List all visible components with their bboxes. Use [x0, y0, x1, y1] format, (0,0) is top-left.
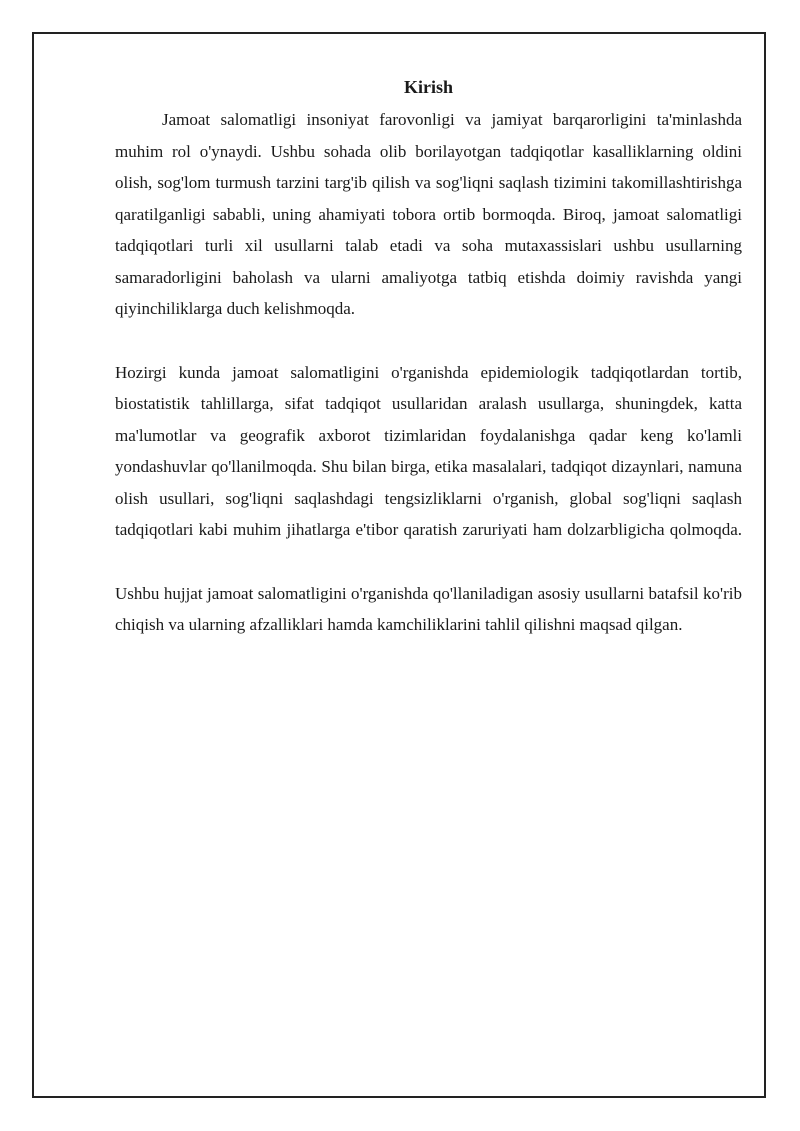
paragraph-purpose: Ushbu hujjat jamoat salomatligini o'rganishda qo'llaniladigan asosiy usullarni batafsil ko'rib chiqish va ularning afzalliklari hamda kamchiliklarini tahlil qilishni maqsad qilgan.: [115, 583, 742, 634]
paragraph-intro: Jamoat salomatligi insoniyat farovonligi va jamiyat barqarorligini ta'minlashda muhim rol o'ynaydi. Ushbu sohada olib borilayotgan tadqiqotlar kasalliklarning oldini olish, sog'lom turmush tarzini targ'ib qilish va sog'liqni saqlash tizimini takomillashtirishga qaratilganligi sababli, uning ahamiyati tobora ortib bormoqda. Biroq, jamoat salomatligi tadqiqotlari turli xil usullarni talab etadi va soha mutaxassislari ushbu usullarning samaradorligini baholash va ularni amaliyotga tatbiq etishda doimiy ravishda yangi qiyinchiliklarga duch kelishmoqda.: [115, 110, 742, 318]
section-title: Kirish: [403, 77, 453, 97]
document-body: [115, 74, 742, 641]
paragraph-approaches: Hozirgi kunda jamoat salomatligini o'rganishda epidemiologik tadqiqotlardan tortib, biostatistik tahlillarga, sifat tadqiqot usullaridan aralash usullarga, shuningdek, katta ma'lumotlar va geografik axborot tizimlaridan foydalanishga qadar keng ko'lamli yondashuvlar qo'llanilmoqda. Shu bilan birga, etika masalalari, tadqiqot dizaynlari, namuna olish usullari, sog'liqni saqlashdagi tengsizliklarni o'rganish, global sog'liqni saqlash tadqiqotlari kabi muhim jihatlarga e'tibor qaratish zaruriyati ham dolzarbligicha qolmoqda.: [115, 362, 742, 539]
